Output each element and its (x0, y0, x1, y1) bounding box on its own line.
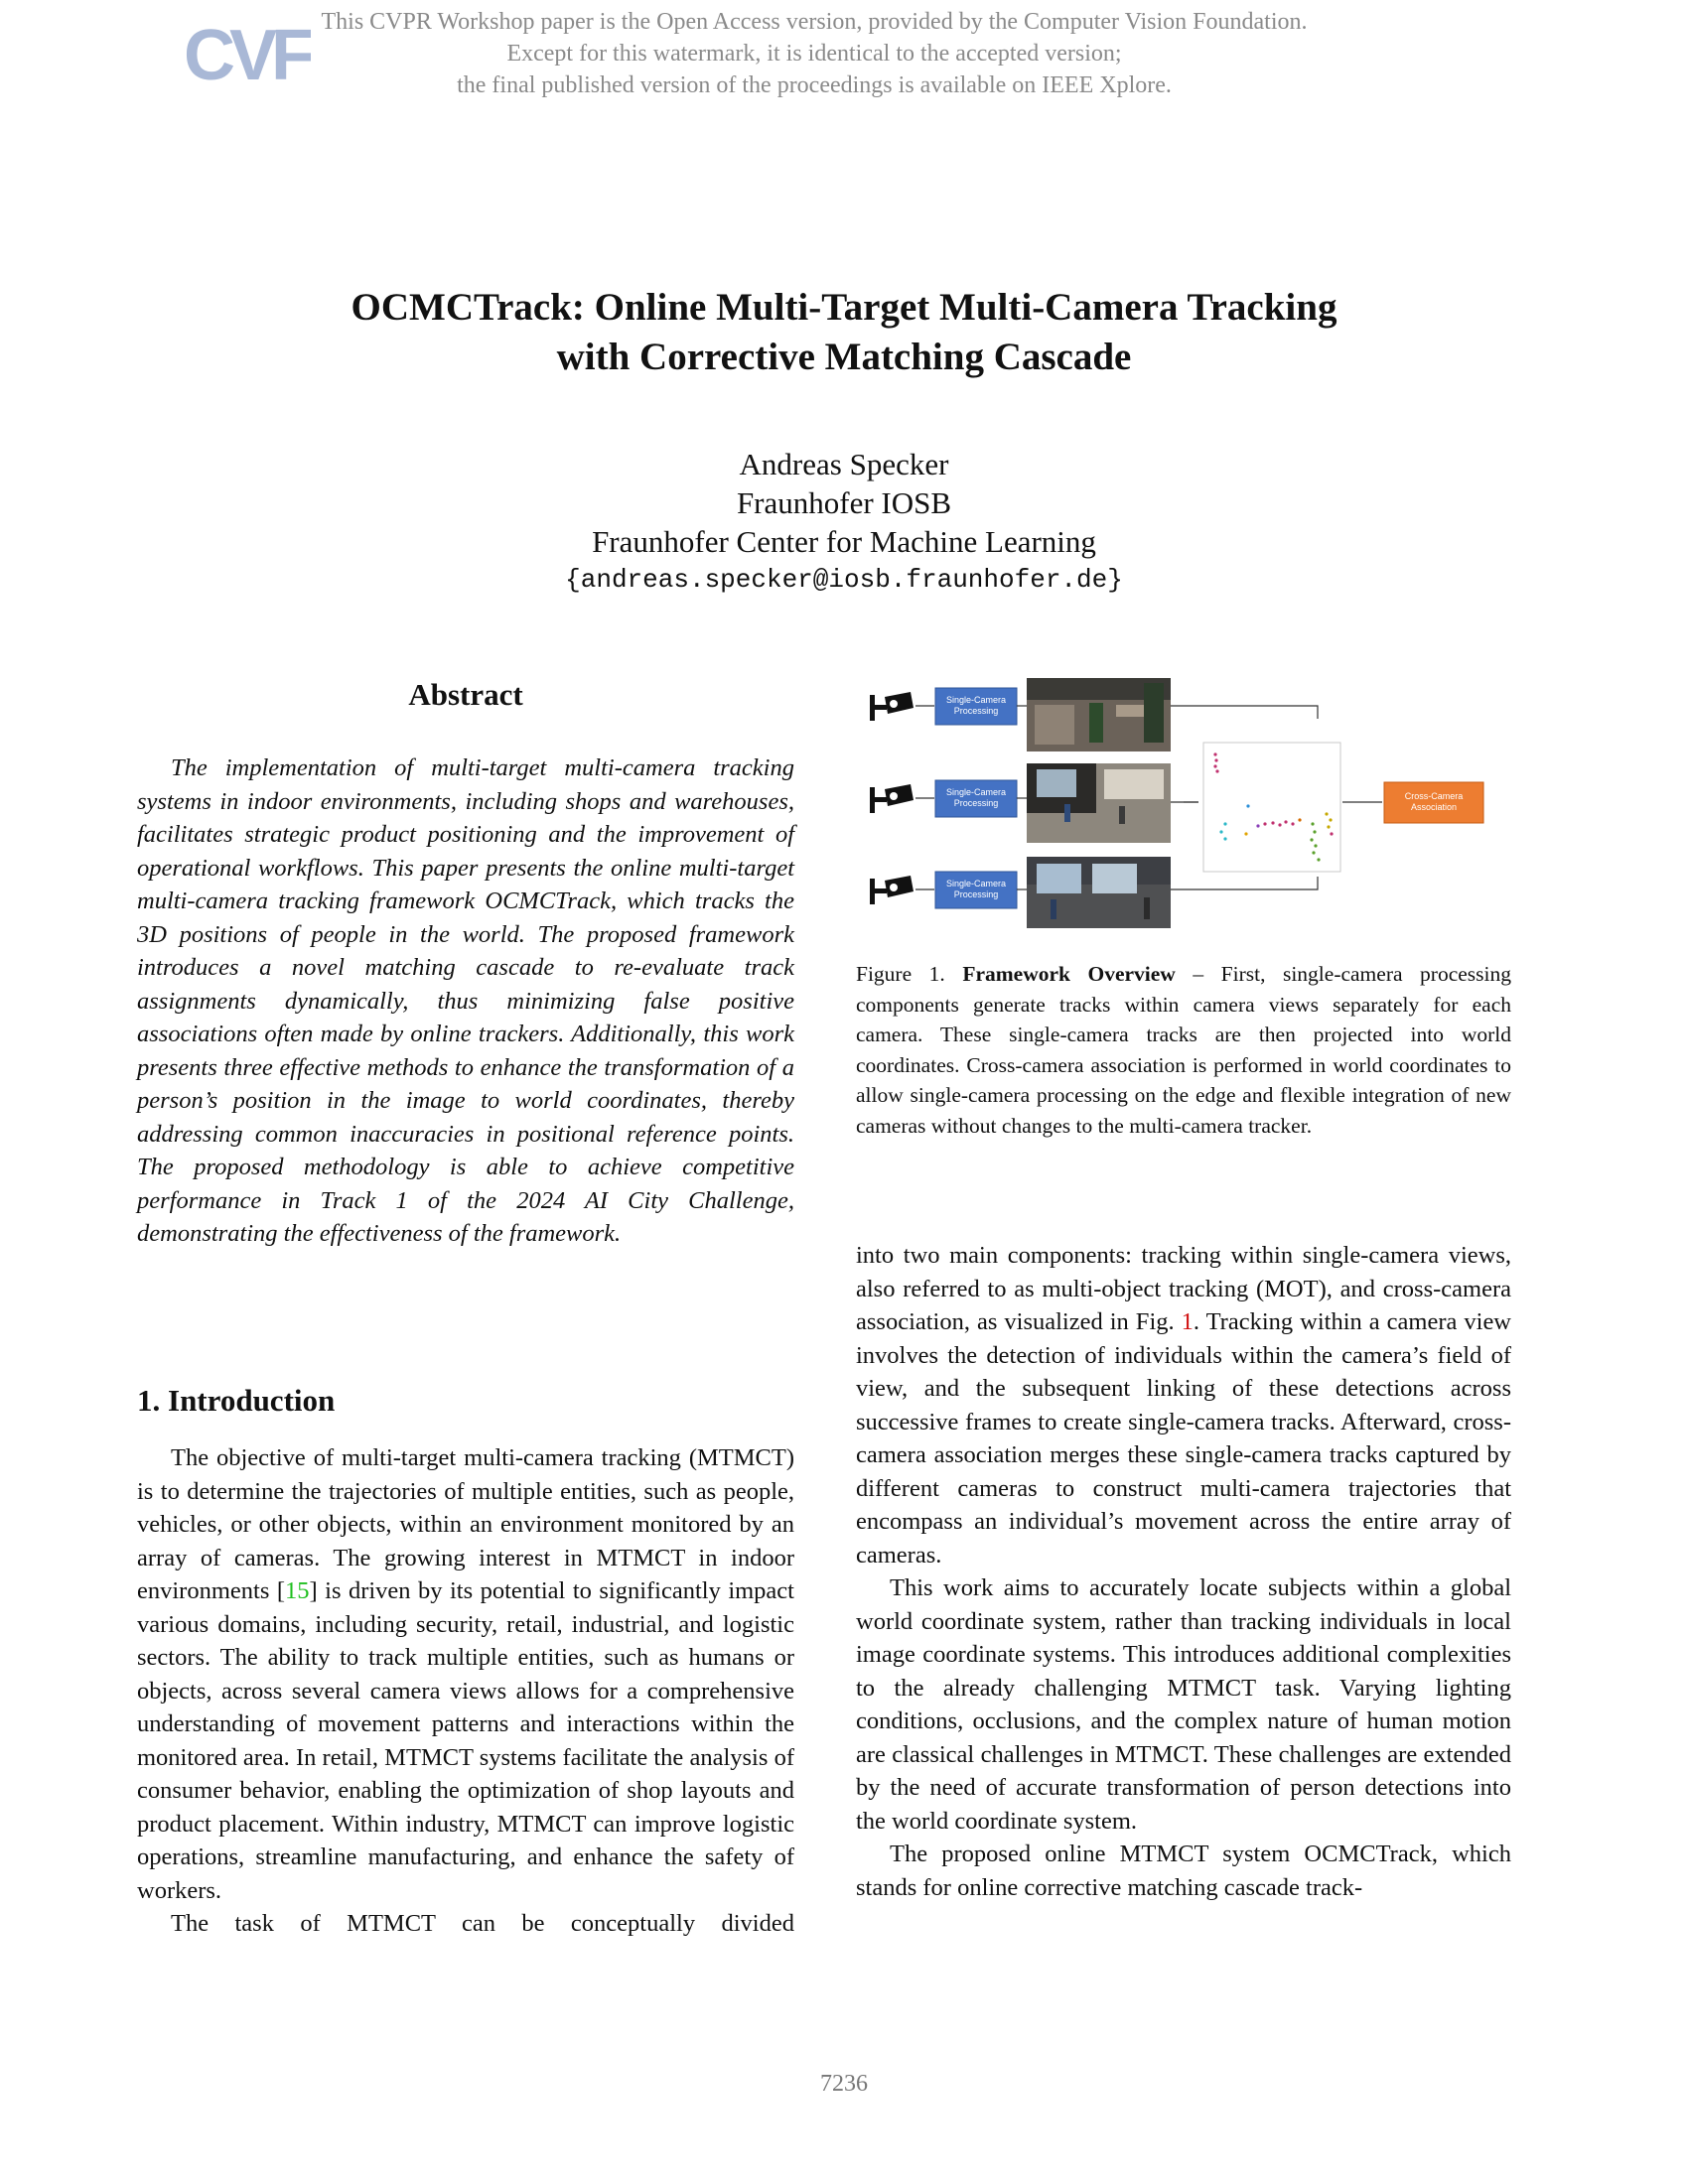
title-line-2: with Corrective Matching Cascade (556, 336, 1132, 378)
camera-icon (870, 784, 914, 813)
camera-frame-thumbnail (1027, 857, 1171, 928)
watermark-notice (318, 6, 1311, 101)
intro-paragraph: The task of MTMCT can be conceptually divided (171, 1910, 794, 1937)
body-paragraph (856, 1239, 1511, 1571)
intro-text: ] is driven by its potential to significantly impact various domains, including security, retail, industrial, and logistic sectors. The ability to track multiple entities, such as humans or objects, across several camera views allows for a comprehensive understanding of movement patterns and interactions within the monitored area. In retail, MTMCT systems facilitate the analysis of consumer behavior, enabling the optimization of shop layouts and product placement. Within industry, MTMCT can improve logistic operations, streamline manufacturing, and enhance the safety of workers. (137, 1577, 794, 1904)
watermark-line: the final published version of the proceedings is available on IEEE Xplore. (457, 72, 1172, 98)
section-heading-introduction: 1. Introduction (137, 1383, 336, 1418)
watermark-line: Except for this watermark, it is identical to the accepted version; (506, 41, 1122, 67)
cross-camera-label: Cross-Camera Association (1404, 791, 1464, 812)
page-number: 7236 (820, 2071, 868, 2097)
intro-paragraph (137, 1441, 794, 1907)
single-camera-box (935, 872, 1017, 908)
abstract-text: The implementation of multi-target multi-camera tracking systems in indoor environments, including shops and warehouses, facilitates strategic product positioning and the improvement of operational workflows. This paper presents the online multi-target multi-camera tracking framework OCMCTrack, which tracks the 3D positions of people in the world. The proposed framework introduces a novel matching cascade to re-evaluate track assignments dynamically, thus minimizing false positive associations often made by online trackers. Additionally, this work presents three effective methods to enhance the transformation of a person’s position in the image to world coordinates, thereby addressing common inaccuracies in positional reference points. The proposed methodology is able to achieve competitive performance in Track 1 of the 2024 AI City Challenge, demonstrating the effectiveness of the framework. (137, 754, 794, 1247)
author-name: Andreas Specker (739, 447, 949, 481)
single-camera-label: Single-Camera Processing (945, 695, 1007, 716)
figure-reference-link[interactable]: 1 (1181, 1308, 1194, 1335)
world-coordinates-plot (1203, 743, 1340, 872)
citation-link[interactable]: 15 (285, 1577, 310, 1604)
camera-frame-thumbnail (1027, 678, 1171, 751)
single-camera-label: Single-Camera Processing (945, 879, 1007, 899)
cvf-logo-text: CVF (184, 16, 309, 95)
cross-camera-box (1384, 782, 1483, 823)
arrow (1017, 706, 1027, 889)
intro-text: The objective of multi-target multi-camera tracking (MTMCT) is to determine the trajectories of multiple entities, such as people, vehicles, or other objects, within an environment monitored by an array of cameras. The growing interest in MTMCT in indoor environments [ (137, 1444, 794, 1604)
right-column-body (856, 1239, 1511, 1904)
cvf-logo (182, 14, 311, 97)
author-block (149, 445, 1539, 600)
body-paragraph: This work aims to accurately locate subjects within a global world coordinate system, rather than tracking individuals in local image coordinate systems. This introduces additional complexities to the already challenging MTMCT task. Varying lighting conditions, occlusions, and the complex nature of human motion are classical challenges in MTMCT. These challenges are extended by the need of accurate transformation of person detections into the world coordinate system. (856, 1574, 1511, 1835)
title-line-1: OCMCTrack: Online Multi-Target Multi-Camera Tracking (351, 286, 1337, 329)
arrow (915, 706, 934, 889)
figure-caption (856, 959, 1511, 1141)
caption-title: Framework Overview (962, 962, 1176, 986)
body-text: into two main components: tracking within single-camera views, also referred to as multi-object tracking (MOT), and cross-camera association, as visualized in Fig. (856, 1242, 1511, 1335)
single-camera-label: Single-Camera Processing (945, 787, 1007, 808)
watermark-line: This CVPR Workshop paper is the Open Access version, provided by the Computer Vision Foundation. (321, 9, 1308, 35)
single-camera-box (935, 688, 1017, 725)
author-affiliation: Fraunhofer Center for Machine Learning (592, 524, 1096, 559)
author-email: {andreas.specker@iosb.fraunhofer.de} (565, 565, 1123, 595)
body-text: . Tracking within a camera view involves the detection of individuals within the camera’s field of view, and the subsequent linking of these detections across successive frames to create single-camera tracks. Afterward, cross-camera association merges these single-camera tracks captured by different cameras to construct multi-camera trajectories that encompass an individual’s movement across the entire array of cameras. (856, 1308, 1512, 1569)
body-paragraph: The proposed online MTMCT system OCMCTrack, which stands for online corrective matching cascade track- (856, 1841, 1511, 1901)
abstract-heading: Abstract (408, 677, 523, 712)
single-camera-box (935, 780, 1017, 817)
abstract-body (137, 751, 794, 1251)
author-affiliation: Fraunhofer IOSB (736, 485, 952, 520)
paper-title (149, 283, 1539, 382)
caption-text: – First, single-camera processing components generate tracks within camera views separately for each camera. These single-camera tracks are then projected into world coordinates. Cross-camera association is performed in world coordinates to allow single-camera processing on the edge and flexible integration of new cameras without changes to the multi-camera tracker. (856, 962, 1512, 1138)
framework-overview-figure (856, 675, 1511, 935)
camera-icon (870, 692, 914, 721)
camera-frame-thumbnail (1027, 763, 1171, 843)
camera-icon (870, 876, 914, 904)
introduction-body (137, 1441, 794, 1941)
caption-label: Figure 1. (856, 962, 945, 986)
